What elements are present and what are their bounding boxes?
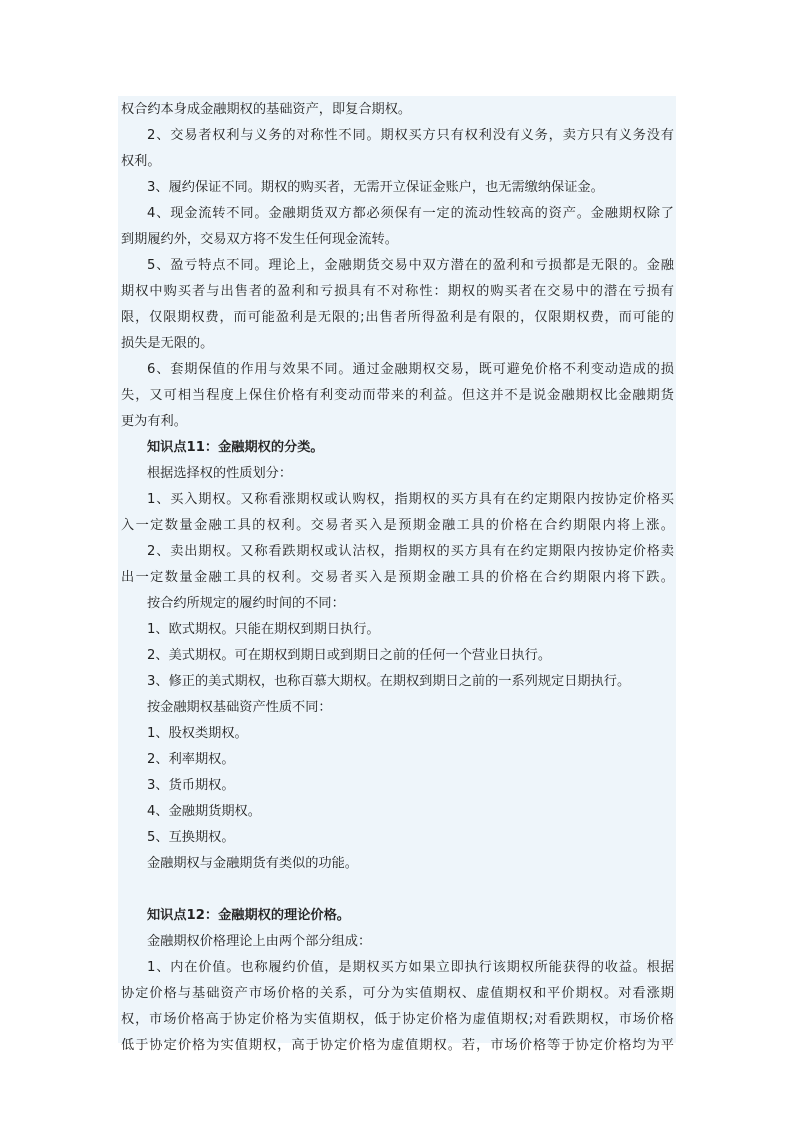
text-line: 3、货币期权。 bbox=[147, 778, 235, 793]
text-line: 低于协定价格为实值期权，高于协定价格为虚值期权。若，市场价格等于协定价格均为平 bbox=[121, 1038, 674, 1053]
text-line: 1、股权类期权。 bbox=[147, 726, 248, 741]
text-line: 3、修正的美式期权，也称百慕大期权。在期权到期日之前的一系列规定日期执行。 bbox=[147, 674, 631, 689]
text-line: 限，仅限期权费，而可能盈利是无限的;出售者所得盈利是有限的，仅限期权费，而可能的 bbox=[121, 310, 674, 325]
text-line: 2、交易者权利与义务的对称性不同。期权买方只有权利没有义务，卖方只有义务没有 bbox=[147, 128, 674, 143]
section-heading: 知识点12：金融期权的理论价格。 bbox=[147, 908, 350, 923]
text-line: 按合约所规定的履约时间的不同： bbox=[147, 596, 345, 611]
text-line: 4、现金流转不同。金融期货双方都必须保有一定的流动性较高的资产。金融期权除了 bbox=[147, 206, 674, 221]
text-line: 损失是无限的。 bbox=[121, 336, 214, 351]
text-line: 6、套期保值的作用与效果不同。通过金融期权交易，既可避免价格不利变动造成的损 bbox=[147, 362, 674, 377]
blank-line bbox=[121, 877, 674, 903]
text-line: 权利。 bbox=[121, 154, 161, 169]
text-line: 2、利率期权。 bbox=[147, 752, 235, 767]
text-line: 更为有利。 bbox=[121, 414, 187, 429]
text-line: 1、内在价值。也称履约价值，是期权买方如果立即执行该期权所能获得的收益。根据 bbox=[147, 960, 674, 975]
text-line: 到期履约外，交易双方将不发生任何现金流转。 bbox=[121, 232, 398, 247]
text-line: 3、履约保证不同。期权的购买者，无需开立保证金账户，也无需缴纳保证金。 bbox=[147, 180, 604, 195]
text-line: 2、美式期权。可在期权到期日或到期日之前的任何一个营业日执行。 bbox=[147, 648, 552, 663]
text-line: 根据选择权的性质划分： bbox=[147, 466, 293, 481]
text-line: 权合约本身成金融期权的基础资产，即复合期权。 bbox=[121, 102, 412, 117]
text-line: 金融期权与金融期货有类似的功能。 bbox=[147, 856, 358, 871]
text-line: 1、欧式期权。只能在期权到期日执行。 bbox=[147, 622, 380, 637]
text-line: 期权中购买者与出售者的盈利和亏损具有不对称性：期权的购买者在交易中的潜在亏损有 bbox=[121, 284, 674, 299]
text-line: 入一定数量金融工具的权利。交易者买入是预期金融工具的价格在合约期限内将上涨。 bbox=[121, 518, 674, 533]
section-heading: 知识点11：金融期权的分类。 bbox=[147, 440, 324, 455]
text-line: 2、卖出期权。又称看跌期权或认沽权，指期权的买方具有在约定期限内按协定价格卖 bbox=[147, 544, 674, 559]
text-line: 权，市场价格高于协定价格为实值期权，低于协定价格为虚值期权;对看跌期权，市场价格 bbox=[121, 1012, 674, 1027]
text-line: 1、买入期权。又称看涨期权或认购权，指期权的买方具有在约定期限内按协定价格买 bbox=[147, 492, 674, 507]
text-line: 按金融期权基础资产性质不同： bbox=[147, 700, 332, 715]
text-line: 协定价格与基础资产市场价格的关系，可分为实值期权、虚值期权和平价期权。对看涨期 bbox=[121, 986, 674, 1001]
text-line: 失，又可相当程度上保住价格有利变动而带来的利益。但这并不是说金融期权比金融期货 bbox=[121, 388, 674, 403]
text-line: 出一定数量金融工具的权利。交易者买入是预期金融工具的价格在合约期限内将下跌。 bbox=[121, 570, 674, 585]
text-line: 4、金融期货期权。 bbox=[147, 804, 261, 819]
document-body bbox=[121, 97, 674, 1059]
text-line: 金融期权价格理论上由两个部分组成： bbox=[147, 934, 372, 949]
text-line: 5、盈亏特点不同。理论上，金融期货交易中双方潜在的盈利和亏损都是无限的。金融 bbox=[147, 258, 674, 273]
text-line: 5、互换期权。 bbox=[147, 830, 235, 845]
